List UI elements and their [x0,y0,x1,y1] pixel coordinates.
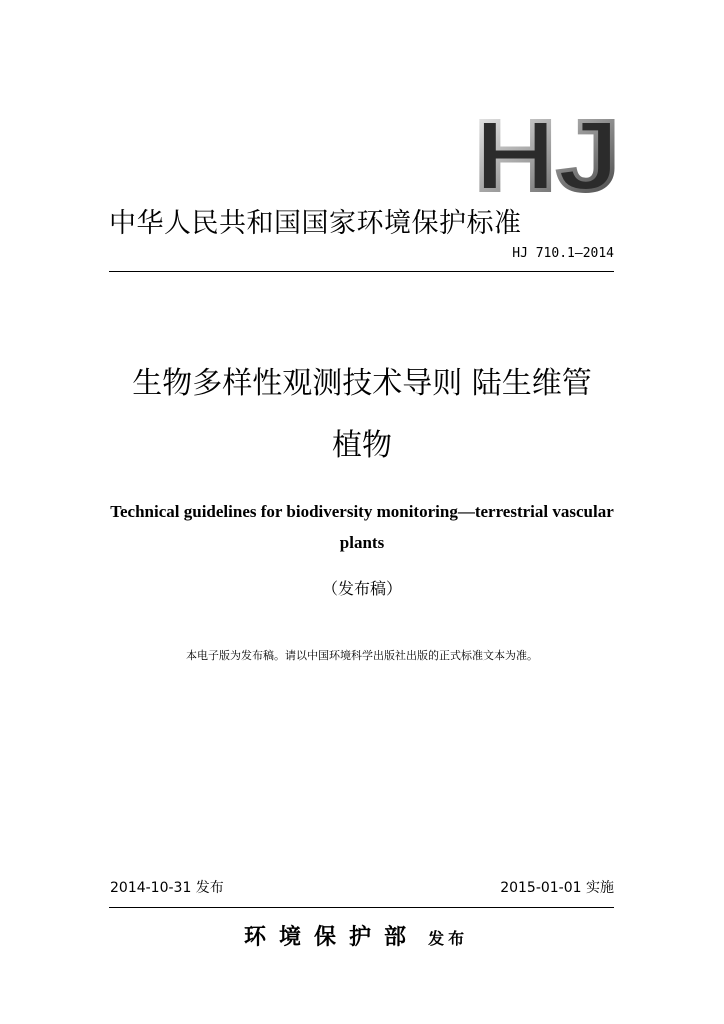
header-divider [109,271,614,272]
edition-notice: 本电子版为发布稿。请以中国环境科学出版社出版的正式标准文本为准。 [186,649,538,662]
draft-label: （发布稿） [321,579,402,598]
chinese-title-line-1: 生物多样性观测技术导则 陆生维管 [132,366,592,401]
english-title-line-1: Technical guidelines for biodiversity monitoring—terrestrial vascular [110,502,614,521]
hj-logo [474,112,624,198]
issuer-line [244,922,468,956]
issuer-name: 环境保护部 [244,925,420,950]
issue-date: 2014-10-31 发布 [110,880,224,896]
standard-category-title: 中华人民共和国国家环境保护标准 [109,208,522,239]
issuer-suffix: 发布 [428,929,469,948]
standard-code: HJ 710.1—2014 [512,246,614,261]
english-title-line-2: plants [339,533,385,552]
footer-divider [109,907,614,908]
effective-date: 2015-01-01 实施 [500,880,614,896]
svg-text:HJ: HJ [474,112,620,198]
chinese-title-line-2: 植物 [332,428,392,463]
